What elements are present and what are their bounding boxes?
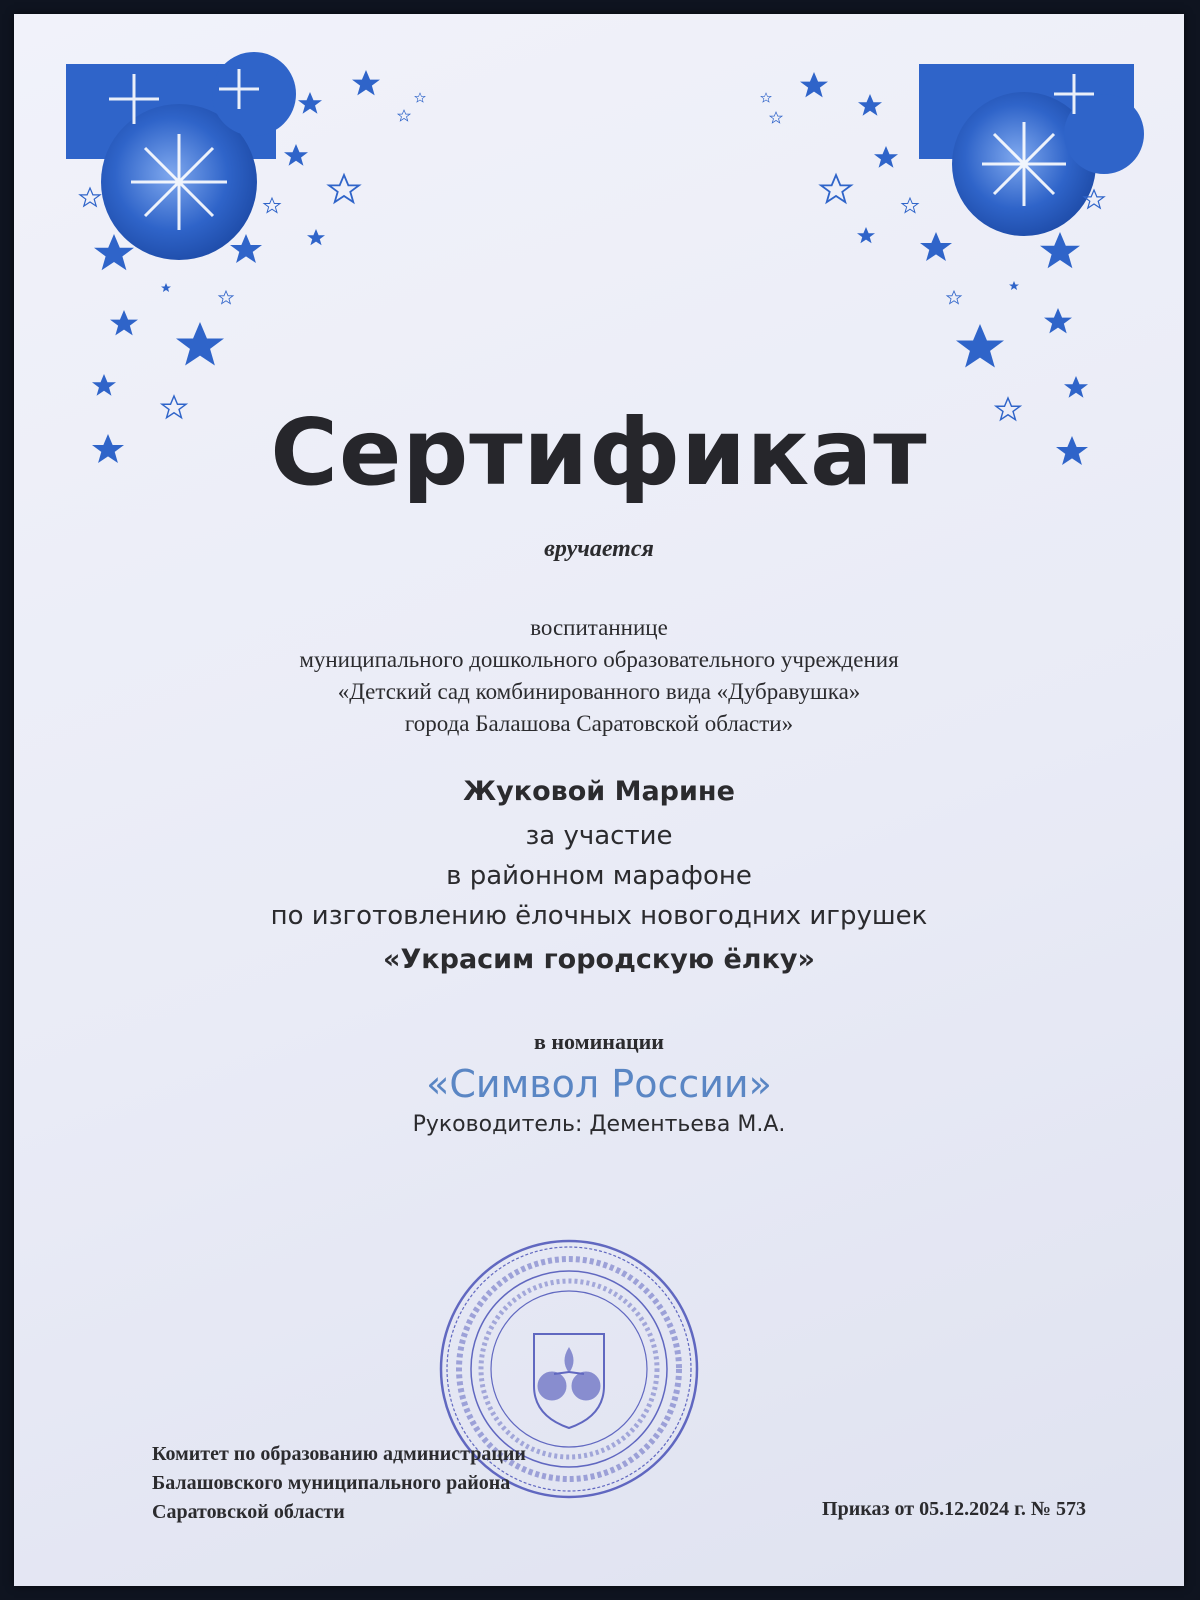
- issuer-block: [152, 1440, 526, 1527]
- issuer-line: Балашовского муниципального района: [152, 1472, 511, 1494]
- nomination-value: «Символ России»: [426, 1062, 772, 1106]
- reason-block: [14, 816, 1184, 936]
- recipient-line: «Детский сад комбинированного вида «Дубравушка»: [337, 679, 861, 704]
- recipient-line: воспитаннице: [530, 615, 668, 640]
- certificate-title: Сертификат: [270, 399, 928, 506]
- recipient-description: [14, 612, 1184, 740]
- reason-line: за участие: [525, 821, 673, 851]
- marathon-title: «Украсим городскую ёлку»: [383, 944, 815, 975]
- recipient-name: Жуковой Марине: [463, 776, 735, 807]
- nomination-label: в номинации: [533, 1029, 664, 1054]
- ornament-right: [919, 64, 1144, 236]
- certificate-page: [14, 14, 1184, 1586]
- recipient-line: города Балашова Саратовской области»: [404, 711, 794, 736]
- awarded-label: вручается: [544, 536, 654, 562]
- issuer-line: Саратовской области: [152, 1501, 345, 1523]
- recipient-line: муниципального дошкольного образовательного учреждения: [299, 647, 899, 672]
- reason-line: в районном марафоне: [446, 861, 752, 891]
- ornament-left: [66, 52, 296, 260]
- issuer-line: Комитет по образованию администрации: [152, 1443, 526, 1465]
- order-reference: Приказ от 05.12.2024 г. № 573: [822, 1498, 1086, 1520]
- reason-line: по изготовлению ёлочных новогодних игрушек: [270, 901, 928, 931]
- supervisor: Руководитель: Дементьева М.А.: [412, 1112, 786, 1137]
